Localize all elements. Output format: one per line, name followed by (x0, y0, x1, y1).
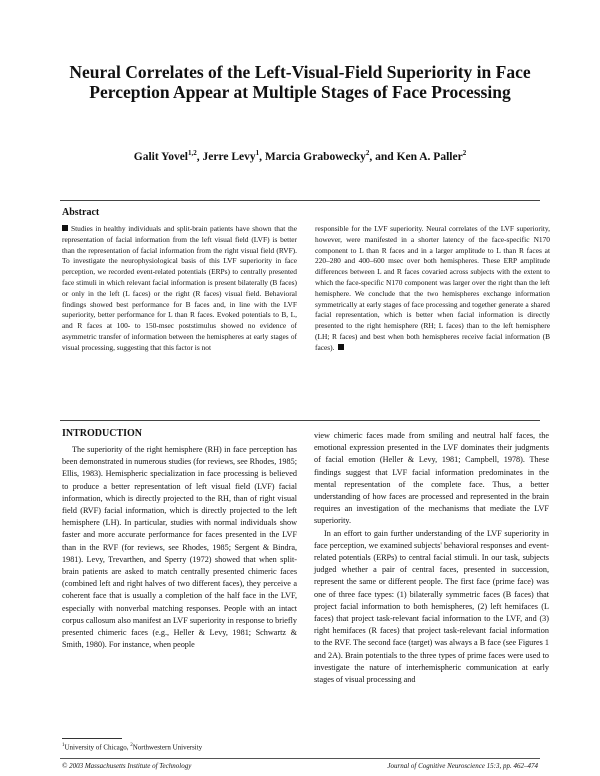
author-affiliation-marker: 1,2 (188, 149, 197, 157)
footnote-rule (62, 738, 122, 739)
author-name: Jerre Levy (202, 150, 256, 163)
copyright-notice: © 2003 Massachusetts Institute of Technology (62, 762, 192, 770)
author-name: Galit Yovel (133, 150, 188, 163)
footnote-text: University of Chicago, (64, 743, 131, 752)
abstract-left-text: Studies in healthy individuals and split-brain patients have shown that the representation of facial information from the left visual field (LVF) is better than the representation of facial information from the right visual field (RVF). To investigate the neurophysiological basis of this LVF superiority in face perception, we recorded event-related potentials (ERPs) to centrally presented face stimuli in which relevant facial information is present bilaterally (B faces) or only in the left (L faces) or the right (R faces) visual field. Behavioral findings showed best performance for B faces and, in line with the LVF superiority, better performance for L than R faces. Evoked potentials to B, L, and R faces at 100- to 150-msec poststimulus showed no evidence of asymmetric transfer of information between the hemispheres at early stages of visual processing, suggesting that this factor is not (62, 224, 297, 352)
footer-rule (60, 758, 540, 759)
abstract-right-text: responsible for the LVF superiority. Neural correlates of the LVF superiority, however, were manifested in a shorter latency of the face-specific N170 component to L than R faces and in a larger amplitude to L than R faces at 220–280 and 400–600 msec over both hemispheres. These ERP amplitude differences between L and R faces covaried across subjects with the extent to which the face-specific N170 component was larger over the right than the left hemisphere. We conclude that the two hemispheres exchange information symmetrically at early stages of face processing and together generate a shared facial representation, which is better when facial information is directly presented to the right hemisphere (RH; L faces) than to the left hemisphere (LH; R faces) and best when both hemispheres receive facial information (B faces). (315, 224, 550, 352)
author-list: Galit Yovel$^{1,2}$, Jerre Levy$^1$, Marcia Grabowecky$^2$, and Ken A. Paller$^2$ (133, 149, 467, 163)
paper-title: Neural Correlates of the Left-Visual-Field Superiority in Face Perception Appear at Multiple Stages of Face Processing (69, 62, 531, 102)
footnote-marker: 2 (130, 743, 133, 748)
abstract-right-column (315, 224, 550, 354)
body-paragraph: In an effort to gain further understanding of the LVF superiority in face perception, we examined subjects' behavioral responses and event-related potentials (ERPs) to central facial stimuli. In our task, subjects judged whether a pair of central faces, presented in succession, represent the same or different people. The first face (prime face) was one of three face types: (1) bilaterally symmetric faces (B faces) that project facial information to both hemispheres, (2) left hemifaces (L faces) that project task-relevant facial information to the LVF, and (3) right hemifaces (R faces) that project task-relevant facial information to the RVF. The second face (target) was always a B face (see Figures 1 and 2A). Brain potentials to the three types of prime faces were used to investigate the nature of interhemispheric communication at early stages of visual processing and (314, 528, 549, 685)
introduction-heading: INTRODUCTION (62, 428, 143, 439)
author-affiliation-marker: 2 (462, 149, 467, 157)
body-paragraph: view chimeric faces made from smiling and neutral half faces, the emotional expression presented in the LVF dominates their judgments of facial emotion (Heller & Levy, 1981; Campbell, 1978). These findings suggest that LVF facial information predominates in the mental representation of the complete face. Thus, a better understanding of how faces are processed and represented in the brain requires an investigation of the mechanisms that mediate the LVF superiority. (314, 431, 549, 526)
author-affiliation-marker: 2 (365, 149, 370, 157)
footnote-text: Northwestern University (132, 743, 203, 752)
author-affiliation-marker: 1 (255, 149, 260, 157)
author-name: Ken A. Paller (396, 150, 463, 163)
abstract-left-column (62, 224, 297, 354)
abstract-top-rule (60, 200, 540, 201)
abstract-start-square-icon (62, 225, 68, 231)
footnote-marker: 1 (62, 743, 65, 748)
intro-left-column (62, 444, 297, 651)
abstract-heading: Abstract (62, 207, 100, 218)
author-name: Marcia Grabowecky (264, 150, 366, 163)
journal-citation: Journal of Cognitive Neuroscience 15:3, pp. 462–474 (387, 762, 538, 770)
affiliation-footnote (62, 743, 202, 751)
intro-right-column (314, 430, 549, 686)
body-paragraph: The superiority of the right hemisphere (RH) in face perception has been demonstrated in numerous studies (for reviews, see Rhodes, 1985; Ellis, 1983). Hemispheric specialization in face processing is believed to produce a better representation of left visual field (LVF) facial information, which is directly projected to the RH, than of right visual field (RVF) facial information, which is directly projected to the left hemisphere (LH). In particular, studies with normal individuals show faster and more accurate performance for faces presented in the LVF than in the RVF (for reviews, see Rhodes, 1985; Sergent & Bindra, 1981). Levy, Trevarthen, and Sperry (1972) showed that when split-brain patients are asked to match centrally presented chimeric faces (combined left and right halves of two different faces), they perceive a coherent face that is usually a completion of the half face in the LVF, especially with nonverbal matching responses. People with an intact corpus callosum also manifest an LVF superiority in response to briefly presented chimeric faces (e.g., Heller & Levy, 1981; Schwartz & Smith, 1980). For instance, when people (62, 445, 297, 650)
abstract-bottom-rule (60, 420, 540, 421)
abstract-end-square-icon (338, 344, 344, 350)
